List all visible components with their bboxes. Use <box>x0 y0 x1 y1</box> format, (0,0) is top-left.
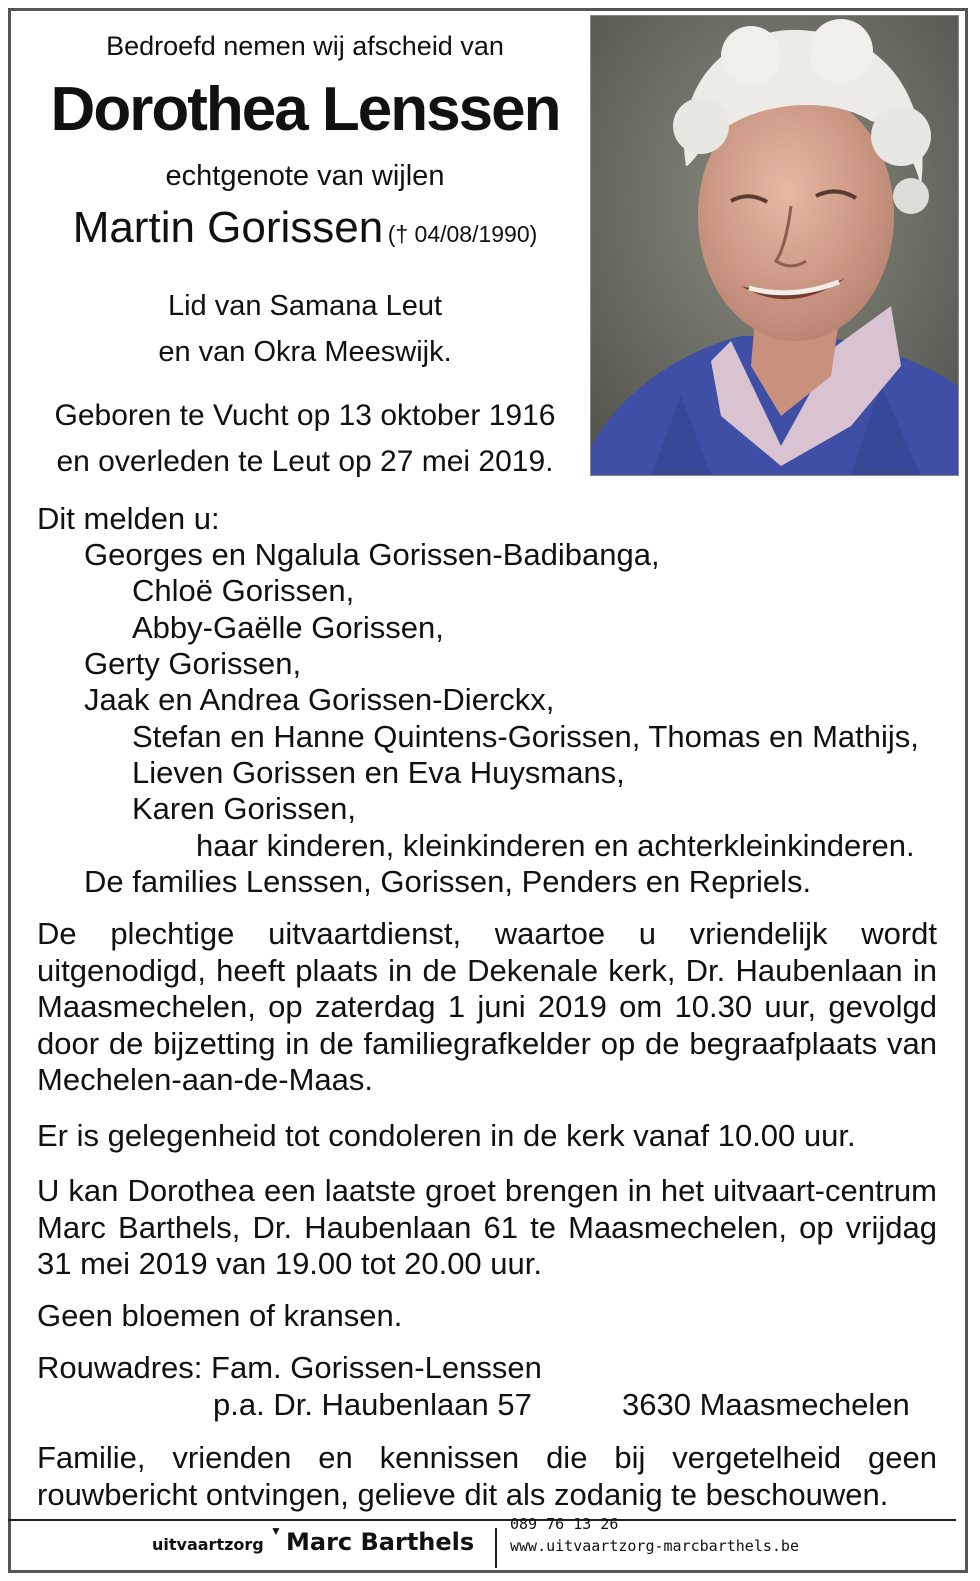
farewell-paragraph: U kan Dorothea een laatste groet brengen in het uitvaart-centrum Marc Barthels, Dr. Haubenlaan 61 te Maasmechelen, op vrijdag 31 mei 2019 van 19.00 tot 20.00 uur. <box>37 1173 937 1281</box>
family-line: Gerty Gorissen, <box>84 646 302 681</box>
family-line: Abby-Gaëlle Gorissen, <box>132 610 444 645</box>
footer-separator <box>495 1528 497 1568</box>
footer-brand: Marc Barthels <box>286 1528 475 1556</box>
family-line: Lieven Gorissen en Eva Huysmans, <box>132 755 625 790</box>
family-line: Jaak en Andrea Gorissen-Dierckx, <box>84 682 555 717</box>
closing-paragraph: Familie, vrienden en kennissen die bij vergetelheid geen rouwbericht ontvingen, gelieve dit als zodanig te beschouwen. <box>37 1440 937 1512</box>
spouse-line <box>10 203 600 253</box>
membership-line-1: Lid van Samana Leut <box>167 290 443 322</box>
family-line: De families Lenssen, Gorissen, Penders en Repriels. <box>84 864 812 899</box>
spouse-death-date: († 04/08/1990) <box>387 221 538 247</box>
membership-line-2: en van Okra Meeswijk. <box>158 336 452 368</box>
flowers-paragraph: Geen bloemen of kransen. <box>37 1298 403 1333</box>
footer-prefix: uitvaartzorg <box>152 1535 264 1554</box>
footer-phone: 089 76 13 26 <box>510 1515 619 1533</box>
family-line: Stefan en Hanne Quintens-Gorissen, Thomas en Mathijs, <box>132 719 919 754</box>
family-line: haar kinderen, kleinkinderen en achterkleinkinderen. <box>196 828 915 863</box>
family-line: Karen Gorissen, <box>132 791 356 826</box>
family-line: Georges en Ngalula Gorissen-Badibanga, <box>84 537 660 572</box>
triangle-icon: ▼ <box>270 1524 282 1538</box>
service-paragraph: De plechtige uitvaartdienst, waartoe u vriendelijk wordt uitgenodigd, heeft plaats in de Dekenale kerk, Dr. Haubenlaan in Maasmechelen, op zaterdag 1 juni 2019 om 10.30 uur, gevolgd door de bijzetting in de familiegrafkelder op de begraafplaats van Mechelen-aan-de-Maas. <box>37 916 937 1097</box>
relation-text: echtgenote van wijlen <box>165 160 445 192</box>
intro-text: Bedroefd nemen wij afscheid van <box>106 31 504 61</box>
footer-website: www.uitvaartzorg-marcbarthels.be <box>510 1537 799 1555</box>
address-label: Rouwadres: Fam. Gorissen-Lenssen <box>37 1350 542 1385</box>
deceased-name: Dorothea Lenssen <box>50 75 560 144</box>
spouse-name: Martin Gorissen <box>72 203 384 252</box>
condolences-paragraph: Er is gelegenheid tot condoleren in de kerk vanaf 10.00 uur. <box>37 1118 856 1153</box>
birth-line: Geboren te Vucht op 13 oktober 1916 <box>54 399 556 432</box>
family-line: Chloë Gorissen, <box>132 573 355 608</box>
portrait-photo <box>590 15 959 476</box>
address-street: p.a. Dr. Haubenlaan 57 <box>213 1387 532 1422</box>
address-city: 3630 Maasmechelen <box>622 1387 910 1422</box>
family-intro: Dit melden u: <box>37 501 220 536</box>
death-line: en overleden te Leut op 27 mei 2019. <box>56 445 554 478</box>
footer-divider <box>8 1519 956 1521</box>
